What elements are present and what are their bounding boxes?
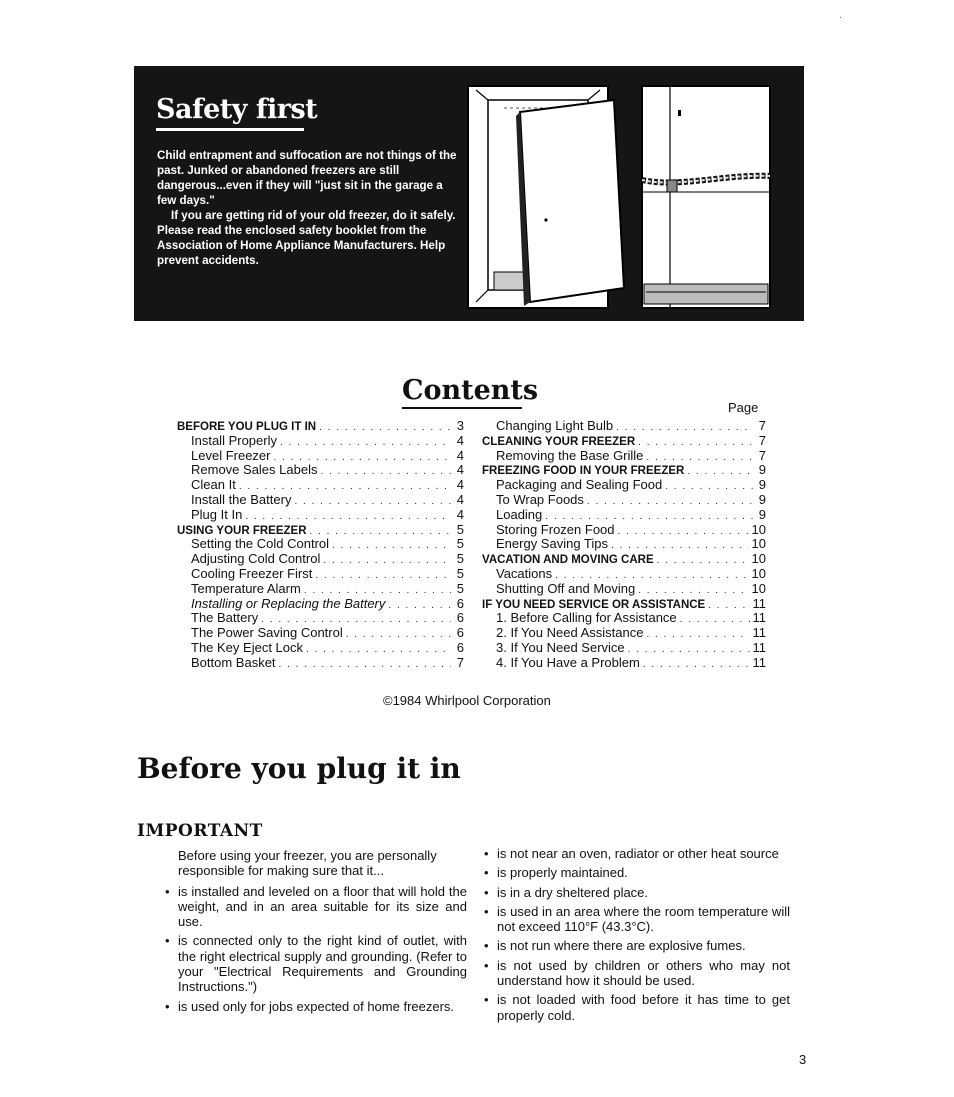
requirements-list (165, 884, 467, 1014)
toc-entry-page: 5 (456, 536, 464, 552)
toc-entry-label: Level Freezer (191, 447, 271, 463)
toc-entry-label: 4. If You Have a Problem (496, 654, 640, 670)
toc-left-column (177, 419, 464, 671)
toc-entry-page: 4 (456, 477, 464, 493)
requirement-item: • is in a dry sheltered place. (484, 885, 790, 900)
toc-entry (177, 434, 464, 449)
requirements-right-column (484, 846, 790, 1027)
toc-entry (482, 597, 766, 612)
requirement-item: • is properly maintained. (484, 865, 790, 880)
toc-entry (482, 567, 766, 582)
toc-entry-label: Cooling Freezer First (191, 565, 313, 581)
toc-entry (177, 626, 464, 641)
toc-entry-page: 4 (456, 447, 464, 463)
toc-entry-label: The Power Saving Control (191, 625, 343, 641)
requirement-item: • is installed and leveled on a floor that will hold the weight, and in an area suitable for its size and use. (165, 884, 467, 930)
toc-leader-dots (332, 539, 451, 554)
toc-entry-label: FREEZING FOOD IN YOUR FREEZER (482, 465, 685, 478)
toc-entry-page: 5 (456, 521, 464, 537)
contents-title: Contents (402, 375, 539, 406)
safety-title-underline (156, 128, 304, 131)
toc-entry (177, 597, 464, 612)
toc-entry (482, 508, 766, 523)
safety-banner (134, 66, 804, 321)
toc-entry (177, 449, 464, 464)
toc-entry (177, 419, 464, 434)
toc-entry (177, 552, 464, 567)
toc-entry-page: 6 (456, 625, 464, 641)
toc-leader-dots (646, 628, 749, 643)
toc-right-column (482, 419, 766, 671)
toc-entry-label: Removing the Base Grille (496, 447, 644, 463)
toc-entry-label: 1. Before Calling for Assistance (496, 610, 677, 626)
toc-entry-page: 5 (456, 565, 464, 581)
safety-paragraph: If you are getting rid of your old freezer, do it safely. Please read the enclosed safety booklet from the Association of Home Appliance Manufacturers. Help prevent accidents. (157, 209, 456, 267)
toc-entry-label: Installing or Replacing the Battery (191, 595, 386, 611)
toc-entry-page: 11 (752, 610, 766, 626)
toc-leader-dots (687, 465, 753, 480)
requirement-item: • is not run where there are explosive fumes. (484, 938, 790, 953)
toc-leader-dots (628, 643, 750, 658)
toc-entry-label: 2. If You Need Assistance (496, 625, 644, 641)
toc-leader-dots (616, 421, 753, 436)
freezer-chained-drawing (642, 86, 770, 308)
toc-leader-dots (319, 421, 451, 436)
toc-leader-dots (315, 569, 451, 584)
toc-entry-label: Temperature Alarm (191, 580, 301, 596)
toc-entry-label: The Key Eject Lock (191, 639, 303, 655)
toc-entry-page: 4 (456, 432, 464, 448)
toc-entry-label: BEFORE YOU PLUG IT IN (177, 421, 317, 433)
toc-leader-dots (346, 628, 451, 643)
toc-entry-page: 11 (752, 654, 766, 670)
toc-entry-label: Packaging and Sealing Food (496, 477, 663, 493)
toc-leader-dots (638, 436, 753, 451)
toc-entry-label: Remove Sales Labels (191, 462, 318, 478)
page-number: 3 (799, 1052, 807, 1067)
toc-entry-label: Clean It (191, 477, 236, 493)
toc-entry-label: VACATION AND MOVING CARE (482, 554, 654, 567)
toc-leader-dots (657, 554, 749, 569)
toc-entry-label: Vacations (496, 565, 553, 581)
toc-entry-label: Install the Battery (191, 491, 292, 507)
toc-entry-page: 7 (456, 654, 464, 670)
requirement-item: • is used only for jobs expected of home freezers. (165, 999, 467, 1014)
toc-entry (482, 434, 766, 449)
requirement-item: • is not loaded with food before it has time to get properly cold. (484, 992, 790, 1023)
requirement-item: • is used in an area where the room temperature will not exceed 110°F (43.3°C). (484, 904, 790, 935)
toc-entry (177, 523, 464, 538)
contents-title-rule (402, 407, 522, 409)
toc-entry (177, 508, 464, 523)
freezer-door-removed-drawing (468, 86, 624, 308)
toc-leader-dots (279, 658, 451, 673)
toc-entry-page: 4 (456, 506, 464, 522)
toc-leader-dots (638, 584, 748, 599)
toc-entry-label: Install Properly (191, 432, 277, 448)
requirement-item: • is not near an oven, radiator or other heat source (484, 846, 790, 861)
toc-entry-page: 10 (751, 521, 766, 537)
toc-leader-dots (643, 658, 750, 673)
toc-entry (482, 523, 766, 538)
page-column-label: Page (728, 400, 759, 415)
toc-entry-label: Bottom Basket (191, 654, 276, 670)
toc-entry-page: 5 (456, 580, 464, 596)
toc-leader-dots (294, 495, 451, 510)
toc-entry-label: Plug It In (191, 506, 243, 522)
toc-entry (482, 641, 766, 656)
toc-entry (482, 656, 766, 671)
toc-leader-dots (280, 436, 451, 451)
corner-mark: · (839, 12, 843, 23)
toc-entry (482, 449, 766, 464)
toc-entry-label: Changing Light Bulb (496, 418, 614, 433)
toc-entry (177, 537, 464, 552)
toc-entry-page: 9 (758, 462, 766, 478)
toc-entry-label: Setting the Cold Control (191, 536, 330, 552)
toc-leader-dots (310, 525, 452, 540)
toc-entry-label: Adjusting Cold Control (191, 551, 321, 567)
toc-entry-label: Loading (496, 506, 543, 522)
toc-entry (482, 611, 766, 626)
toc-entry-page: 6 (456, 610, 464, 626)
toc-entry-page: 5 (456, 551, 464, 567)
safety-title: Safety first (156, 94, 318, 125)
toc-entry (482, 419, 766, 434)
safety-text (157, 148, 457, 268)
toc-entry-page: 11 (752, 595, 766, 611)
requirements-list (484, 846, 790, 1023)
toc-entry-page: 7 (758, 418, 766, 433)
toc-entry-page: 11 (752, 639, 766, 655)
toc-entry-page: 6 (456, 639, 464, 655)
toc-leader-dots (611, 539, 749, 554)
requirement-item: • is connected only to the right kind of outlet, with the right electrical supply and grounding. (Refer to your "Electrical Requirements and Grounding Instructions.") (165, 933, 467, 994)
toc-entry-label: Storing Frozen Food (496, 521, 615, 537)
toc-entry (177, 656, 464, 671)
toc-entry-page: 4 (456, 491, 464, 507)
toc-leader-dots (320, 465, 451, 480)
toc-entry (177, 567, 464, 582)
toc-entry-label: To Wrap Foods (496, 491, 584, 507)
toc-entry (177, 463, 464, 478)
copyright: ©1984 Whirlpool Corporation (383, 693, 551, 708)
toc-entry-label: 3. If You Need Service (496, 639, 625, 655)
toc-entry-page: 3 (456, 418, 464, 433)
toc-entry (177, 582, 464, 597)
toc-entry (177, 478, 464, 493)
toc-entry-page: 10 (751, 536, 766, 552)
toc-entry (482, 493, 766, 508)
toc-leader-dots (618, 525, 749, 540)
toc-entry (482, 582, 766, 597)
requirement-item: • is not used by children or others who may not understand how it should be used. (484, 958, 790, 989)
freezer-illustration (464, 80, 774, 312)
toc-entry-page: 9 (758, 491, 766, 507)
toc-leader-dots (587, 495, 753, 510)
important-heading: IMPORTANT (137, 821, 263, 841)
safety-paragraph: Child entrapment and suffocation are not things of the past. Junked or abandoned freezers are still dangerous...even if they will "just sit in the garage a few days." (157, 149, 457, 207)
toc-entry (482, 478, 766, 493)
toc-entry-page: 9 (758, 477, 766, 493)
toc-entry-label: CLEANING YOUR FREEZER (482, 435, 636, 448)
toc-entry-page: 4 (456, 462, 464, 478)
toc-entry-label: USING YOUR FREEZER (177, 524, 307, 537)
toc-entry (482, 463, 766, 478)
toc-leader-dots (665, 480, 753, 495)
toc-leader-dots (306, 643, 451, 658)
toc-entry-page: 9 (758, 506, 766, 522)
toc-leader-dots (646, 451, 753, 466)
toc-entry-label: The Battery (191, 610, 259, 626)
toc-entry-page: 7 (758, 432, 766, 448)
toc-entry-label: Shutting Off and Moving (496, 580, 636, 596)
section-title: Before you plug it in (137, 752, 461, 785)
toc-leader-dots (323, 554, 451, 569)
toc-entry (177, 611, 464, 626)
toc-entry-page: 11 (752, 625, 766, 641)
toc-entry (482, 537, 766, 552)
toc-leader-dots (245, 510, 451, 525)
toc-entry (177, 493, 464, 508)
toc-entry-page: 10 (751, 580, 766, 596)
toc-leader-dots (708, 599, 749, 614)
toc-entry-label: IF YOU NEED SERVICE OR ASSISTANCE (482, 598, 706, 611)
intro-text: Before using your freezer, you are personally responsible for making sure that it... (178, 848, 437, 879)
toc-entry-page: 10 (751, 565, 766, 581)
toc-entry-page: 6 (456, 595, 464, 611)
requirements-left-column (165, 848, 467, 1018)
toc-leader-dots (680, 613, 750, 628)
toc-entry (482, 552, 766, 567)
toc-entry (482, 626, 766, 641)
toc-entry-label: Energy Saving Tips (496, 536, 609, 552)
toc-entry-page: 10 (751, 551, 766, 567)
toc-entry-page: 7 (758, 447, 766, 463)
toc-leader-dots (388, 599, 451, 614)
toc-entry (177, 641, 464, 656)
